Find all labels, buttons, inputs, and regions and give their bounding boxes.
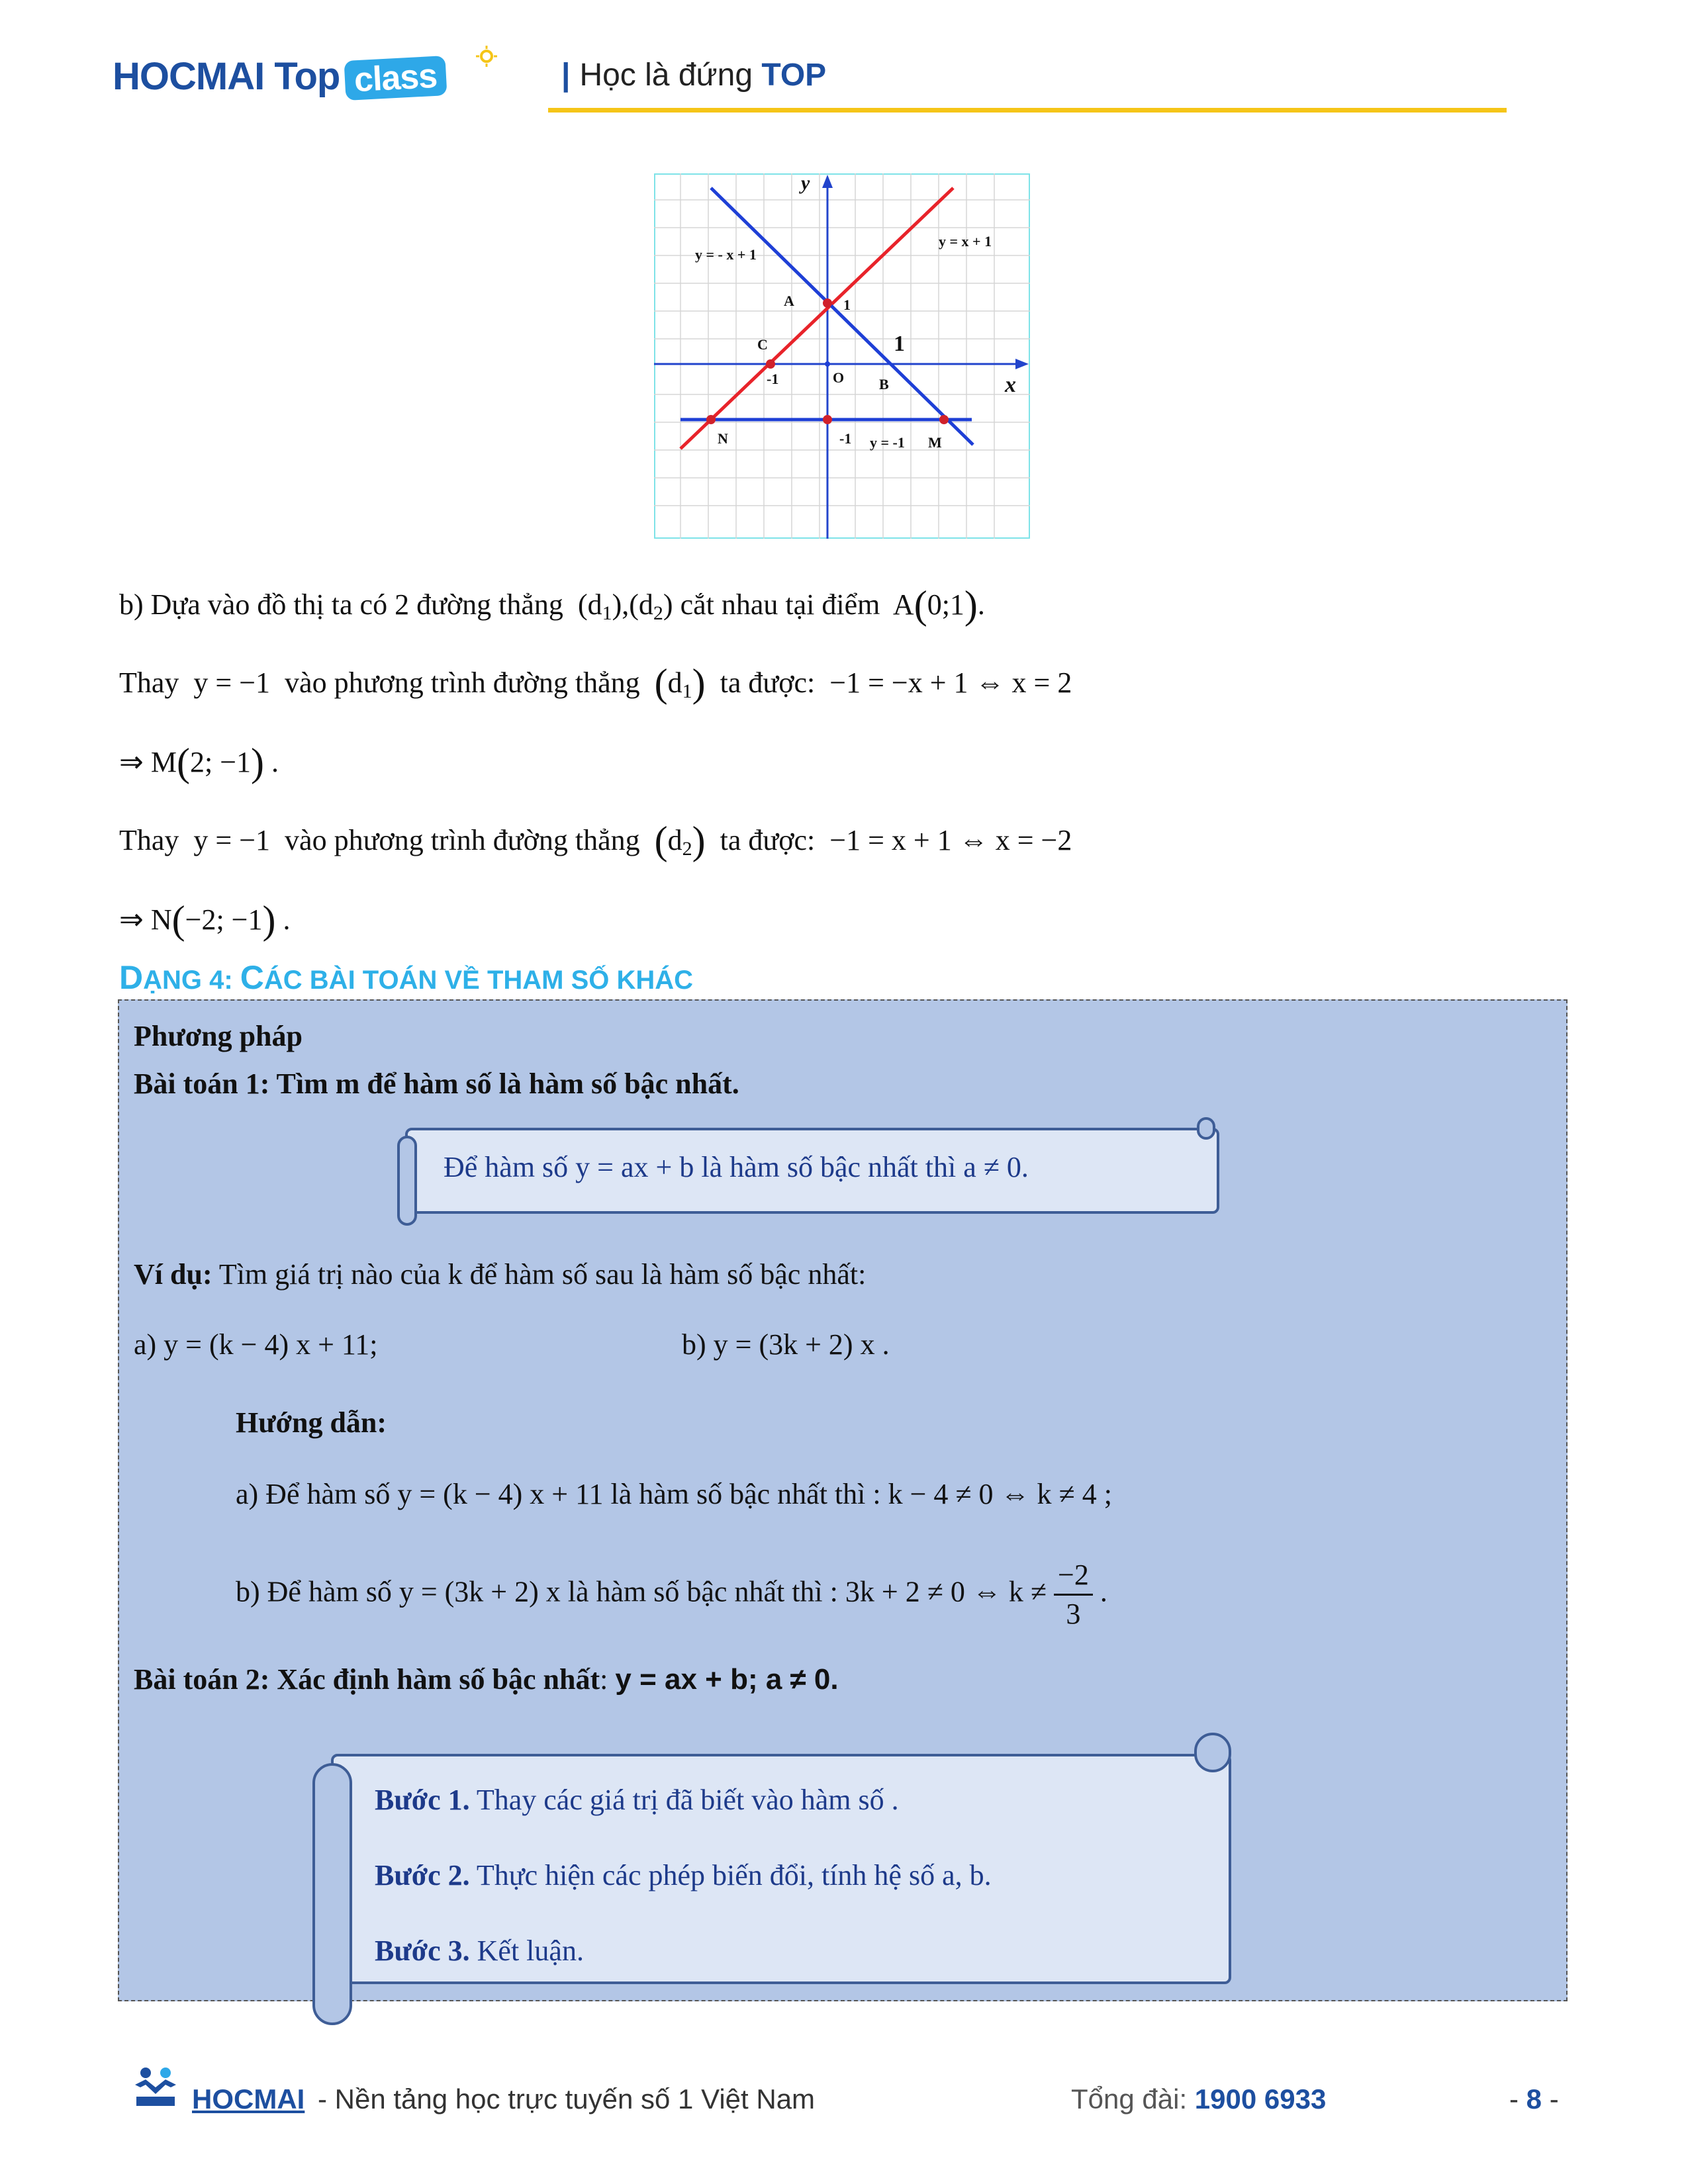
example-b: b) y = (3k + 2) x . xyxy=(682,1328,890,1361)
guide-a: a) Để hàm số y = (k − 4) x + 11 là hàm số bậc nhất thì : k − 4 ≠ 0 ⇔ k ≠ 4 ; xyxy=(236,1478,1112,1510)
y-axis-arrow xyxy=(822,175,833,188)
footer-tagline: - Nền tảng học trực tuyến số 1 Việt Nam xyxy=(318,2083,816,2115)
label-point-b: B xyxy=(879,376,889,392)
hocmai-footer-logo-icon xyxy=(131,2065,180,2111)
step-2: Bước 2. Thực hiện các phép biến đổi, tính hệ số a, b. xyxy=(375,1859,992,1891)
example-line: Ví dụ: Tìm giá trị nào của k để hàm số sau là hàm số bậc nhất: xyxy=(134,1258,867,1291)
hocmai-topclass-logo xyxy=(113,54,446,99)
section-title: DẠNG 4: CÁC BÀI TOÁN VỀ THAM SỐ KHÁC xyxy=(119,959,694,996)
label-tick-y1: 1 xyxy=(843,296,851,313)
line-thay-2: Thay y = −1 vào phương trình đường thẳng $(d_2)$ ta được: −1 = x + 1 ⇔ x = −2 xyxy=(119,819,1072,862)
guide-heading: Hướng dẫn: xyxy=(236,1406,387,1439)
label-point-m: M xyxy=(928,434,942,451)
problem-2-title: Bài toán 2: Xác định hàm số bậc nhất: y = ax + b; a ≠ 0. xyxy=(134,1663,839,1696)
label-line-d2: y = x + 1 xyxy=(939,233,992,250)
point-a-name: A xyxy=(892,588,914,621)
label-tick-xm1: -1 xyxy=(767,371,779,387)
point-a-coords: 0;1 xyxy=(927,588,964,621)
b-mid-text: cắt nhau tại điểm xyxy=(680,588,880,621)
sun-icon xyxy=(475,45,498,68)
equation-1: −1 = −x + 1 ⇔ x = 2 xyxy=(829,666,1072,699)
d1-d2-notation: $(d_1),(d_2)$ xyxy=(577,588,673,624)
line-y-eq-minus-x-plus-1 xyxy=(711,188,973,445)
point-m-coords: 2; −1 xyxy=(189,746,252,778)
line-result-m: ⇒ M(2; −1) . xyxy=(119,741,279,784)
method-heading: Phương pháp xyxy=(134,1020,303,1052)
scroll-1-curl-left xyxy=(397,1136,417,1226)
label-line-y: y = -1 xyxy=(870,434,905,451)
label-point-a: A xyxy=(784,293,794,309)
label-line-d1: y = - x + 1 xyxy=(695,246,757,263)
coordinate-graph xyxy=(654,173,1030,539)
label-point-n: N xyxy=(718,430,728,447)
scroll-1-curl-top xyxy=(1197,1117,1215,1140)
label-point-o: O xyxy=(833,369,845,386)
slogan-strong: TOP xyxy=(761,58,827,93)
x-axis-arrow xyxy=(1015,359,1029,369)
point-m-marker xyxy=(939,415,949,424)
equation-2: −1 = x + 1 ⇔ x = −2 xyxy=(829,824,1072,856)
logo-badge: class xyxy=(344,56,447,101)
guide-b: b) Để hàm số y = (3k + 2) x là hàm số bậc nhất thì : 3k + 2 ≠ 0 ⇔ k ≠ $\frac{-2}{3}$ . xyxy=(236,1559,1107,1630)
step-3: Bước 3. Kết luận. xyxy=(375,1934,584,1967)
scroll-1-text: Để hàm số y = ax + b là hàm số bậc nhất thì a ≠ 0. xyxy=(444,1151,1029,1183)
label-tick-ym1: -1 xyxy=(839,430,852,447)
point-n-marker xyxy=(706,415,716,424)
scroll-2-curl-left xyxy=(312,1763,352,2025)
problem-1-title: Bài toán 1: Tìm m để hàm số là hàm số bậc nhất. xyxy=(134,1068,739,1100)
slogan-text: Học là đứng xyxy=(579,58,753,93)
point-c-marker xyxy=(766,359,775,369)
header-divider xyxy=(548,108,1507,113)
point-o-marker xyxy=(825,361,830,367)
y-eq-value: y = −1 xyxy=(193,666,271,699)
line-y-eq-x-plus-1 xyxy=(680,188,953,449)
step-1: Bước 1. Thay các giá trị đã biết vào hàm số . xyxy=(375,1784,899,1816)
point-m1-marker xyxy=(823,415,832,424)
label-tick-x1: 1 xyxy=(894,332,905,356)
line-b-intro: b) Dựa vào đồ thị ta có 2 đường thẳng $(d_1),(d_2)$ cắt nhau tại điểm A(0;1). xyxy=(119,583,985,627)
scroll-2-curl-top xyxy=(1194,1733,1231,1772)
logo-main-text: HOCMAI Top xyxy=(113,55,340,98)
fraction-minus-2-over-3: $\frac{-2}{3}$ xyxy=(1054,1561,1093,1629)
label-point-c: C xyxy=(757,336,768,353)
x-axis-label: x xyxy=(1005,373,1016,397)
y-axis-label: y xyxy=(801,173,810,194)
slogan-bar: | xyxy=(561,58,571,93)
footer-brand-link[interactable]: HOCMAI xyxy=(192,2083,305,2115)
point-a-marker xyxy=(823,298,832,308)
point-n-coords: −2; −1 xyxy=(185,903,263,936)
line-thay-1: Thay y = −1 vào phương trình đường thẳng $(d_1)$ ta được: −1 = −x + 1 ⇔ x = 2 xyxy=(119,661,1072,705)
b-intro-text: b) Dựa vào đồ thị ta có 2 đường thẳng xyxy=(119,588,563,621)
page-number: - 8 - xyxy=(1509,2083,1559,2115)
header-slogan xyxy=(561,57,826,93)
footer-phone: Tổng đài: 1900 6933 xyxy=(1071,2083,1327,2115)
graph-grid xyxy=(654,173,1030,539)
example-a: a) y = (k − 4) x + 11; xyxy=(134,1328,378,1361)
line-result-n: ⇒ N(−2; −1) . xyxy=(119,898,291,942)
